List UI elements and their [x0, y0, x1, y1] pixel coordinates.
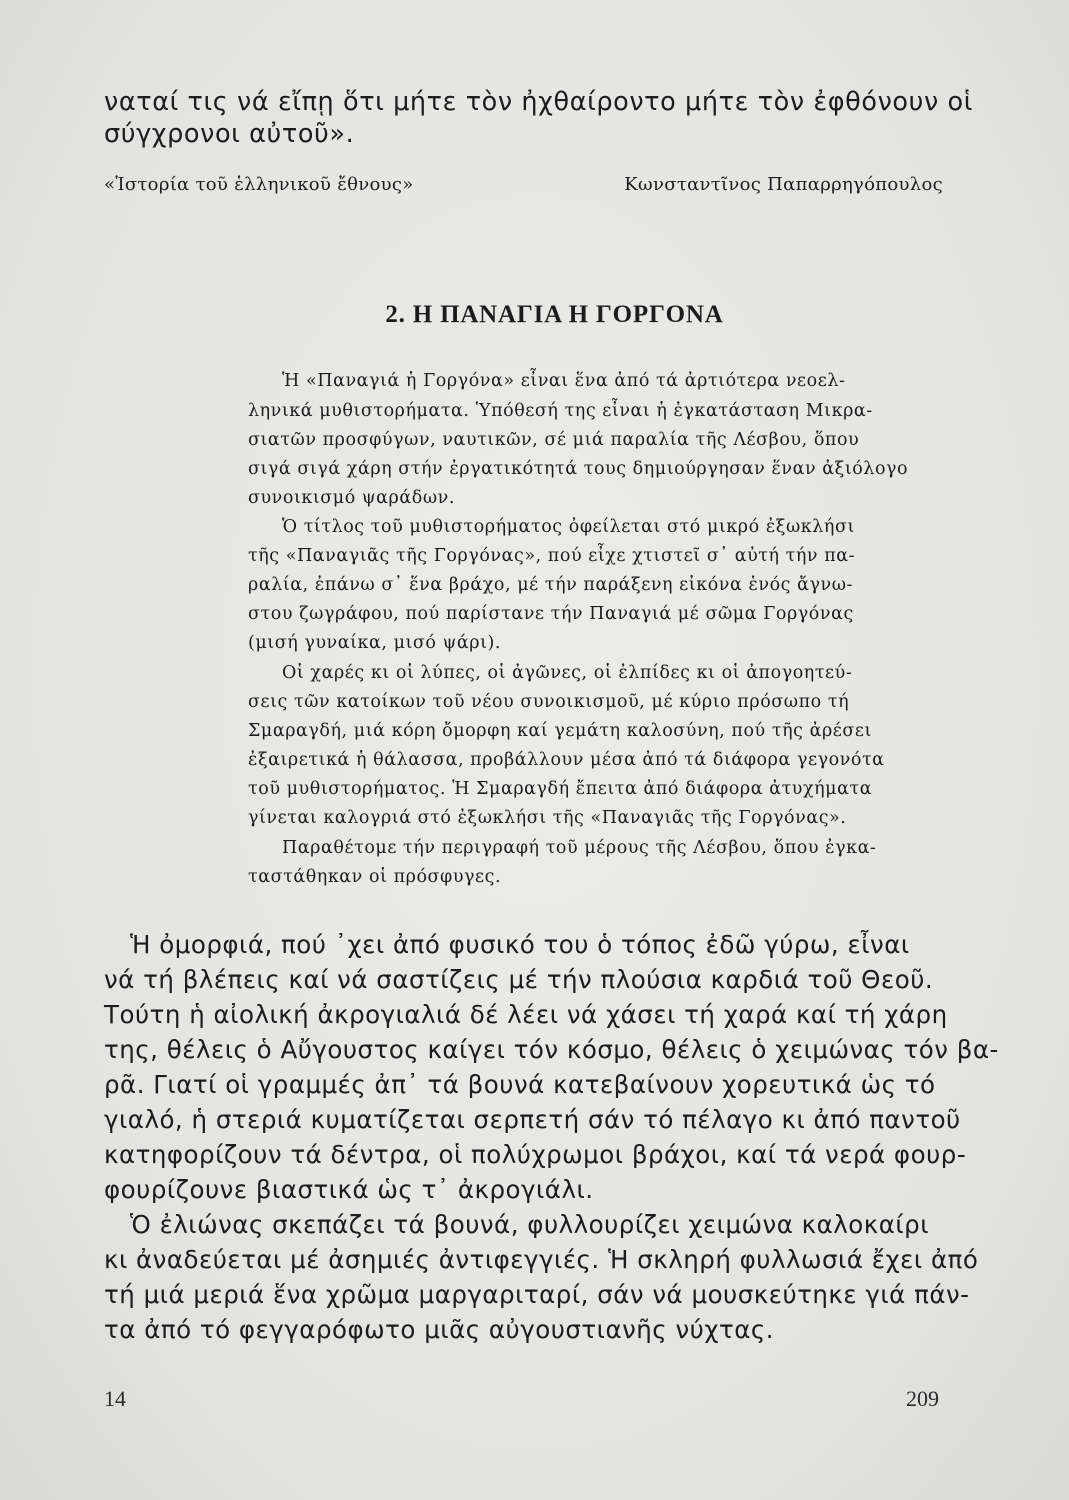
main-text-line: Τούτη ἡ αἰολική ἀκρογιαλιά δέ λέει νά χάσει τή χαρά καί τή χάρη	[104, 1000, 948, 1029]
main-text-line: Ὁ ἐλιώνας σκεπάζει τά βουνά, φυλλουρίζει χειμώνα καλοκαίρι	[130, 1210, 929, 1239]
intro-line: στου ζωγράφου, πού παρίστανε τήν Παναγιά μέ σῶμα Γοργόνας	[248, 604, 854, 624]
intro-line: Ὁ τίτλος τοῦ μυθιστορήματος ὀφείλεται στό μικρό ἐξωκλήσι	[282, 517, 855, 537]
main-text-line: γιαλό, ἡ στεριά κυματίζεται σερπετή σάν τό πέλαγο κι ἀπό παντοῦ	[104, 1105, 961, 1134]
main-text-line: τα ἀπό τό φεγγαρόφωτο μιᾶς αὐγουστιανῆς νύχτας.	[104, 1315, 775, 1344]
intro-line: σεις τῶν κατοίκων τοῦ νέου συνοικισμοῦ, μέ κύριο πρόσωπο τή	[248, 692, 850, 712]
citation-author: Κωνσταντῖνος Παπαρρηγόπουλος	[624, 174, 943, 195]
intro-line: σιγά σιγά χάρη στήν ἐργατικότητά τους δημιούργησαν ἕναν ἀξιόλογο	[248, 459, 909, 479]
top-passage-line: σύγχρονοι αὐτοῦ».	[104, 119, 355, 149]
intro-line: τῆς «Παναγιᾶς τῆς Γοργόνας», πού εἶχε χτιστεῖ σ᾿ αὐτή τήν πα-	[248, 546, 856, 566]
signature-mark: 14	[104, 1386, 126, 1411]
main-text-line: τή μιά μεριά ἕνα χρῶμα μαργαριταρί, σάν νά μουσκεύτηκε γιά πάν-	[104, 1280, 970, 1309]
intro-line: ληνικά μυθιστορήματα. Ὑπόθεσή της εἶναι ἡ ἐγκατάσταση Μικρα-	[248, 401, 873, 421]
main-text-line: νά τή βλέπεις καί νά σαστίζεις μέ τήν πλούσια καρδιά τοῦ Θεοῦ.	[104, 965, 934, 994]
intro-line: Ἡ «Παναγιά ἡ Γοργόνα» εἶναι ἕνα ἀπό τά ἀρτιότερα νεοελ-	[282, 371, 846, 391]
main-text-line: κατηφορίζουν τά δέντρα, οἱ πολύχρωμοι βράχοι, καί τά νερά φουρ-	[104, 1140, 967, 1169]
main-text-line: Ἡ ὀμορφιά, πού ᾿χει ἀπό φυσικό του ὁ τόπος ἐδῶ γύρω, εἶναι	[130, 930, 910, 959]
main-text-line: φουρίζουνε βιαστικά ὡς τ᾿ ἀκρογιάλι.	[104, 1175, 594, 1204]
page-number: 209	[906, 1386, 939, 1411]
intro-line: τοῦ μυθιστορήματος. Ἡ Σμαραγδή ἔπειτα ἀπό διάφορα ἀτυχήματα	[248, 779, 873, 799]
intro-line: γίνεται καλογριά στό ἐξωκλήσι τῆς «Παναγιᾶς τῆς Γοργόνας».	[248, 808, 847, 828]
intro-line: ἐξαιρετικά ἡ θάλασσα, προβάλλουν μέσα ἀπό τά διάφορα γεγονότα	[248, 750, 885, 770]
intro-line: ταστάθηκαν οἱ πρόσφυγες.	[248, 867, 502, 887]
intro-line: Οἱ χαρές κι οἱ λύπες, οἱ ἀγῶνες, οἱ ἐλπίδες κι οἱ ἀπογοητεύ-	[282, 663, 853, 683]
intro-line: Παραθέτομε τήν περιγραφή τοῦ μέρους τῆς Λέσβου, ὅπου ἐγκα-	[282, 838, 877, 858]
intro-line: Σμαραγδή, μιά κόρη ὄμορφη καί γεμάτη καλοσύνη, πού τῆς ἀρέσει	[248, 721, 872, 741]
main-text-line: κι ἀναδεύεται μέ ἀσημιές ἀντιφεγγιές. Ἡ σκληρή φυλλωσιά ἔχει ἀπό	[104, 1245, 979, 1274]
intro-line: σιατῶν προσφύγων, ναυτικῶν, σέ μιά παραλία τῆς Λέσβου, ὅπου	[248, 430, 860, 450]
citation-source: «Ἱστορία τοῦ ἑλληνικοῦ ἔθνους»	[104, 174, 414, 195]
intro-line: (μισή γυναίκα, μισό ψάρι).	[248, 633, 502, 653]
main-text-line: της, θέλεις ὁ Αὔγουστος καίγει τόν κόσμο, θέλεις ὁ χειμώνας τόν βα-	[104, 1035, 999, 1064]
top-passage-line: ναταί τις νά εἴπῃ ὅτι μήτε τὸν ἠχθαίροντο μήτε τὸν ἐφθόνουν οἱ	[104, 87, 973, 117]
main-text-line: ρᾶ. Γιατί οἱ γραμμές ἀπ᾿ τά βουνά κατεβαίνουν χορευτικά ὡς τό	[104, 1070, 936, 1099]
intro-line: ραλία, ἐπάνω σ᾿ ἕνα βράχο, μέ τήν παράξενη εἰκόνα ἑνός ἄγνω-	[248, 575, 853, 595]
intro-line: συνοικισμό ψαράδων.	[248, 488, 455, 508]
chapter-title: 2. Η ΠΑΝΑΓΙΑ Η ΓΟΡΓΟΝΑ	[385, 301, 724, 328]
